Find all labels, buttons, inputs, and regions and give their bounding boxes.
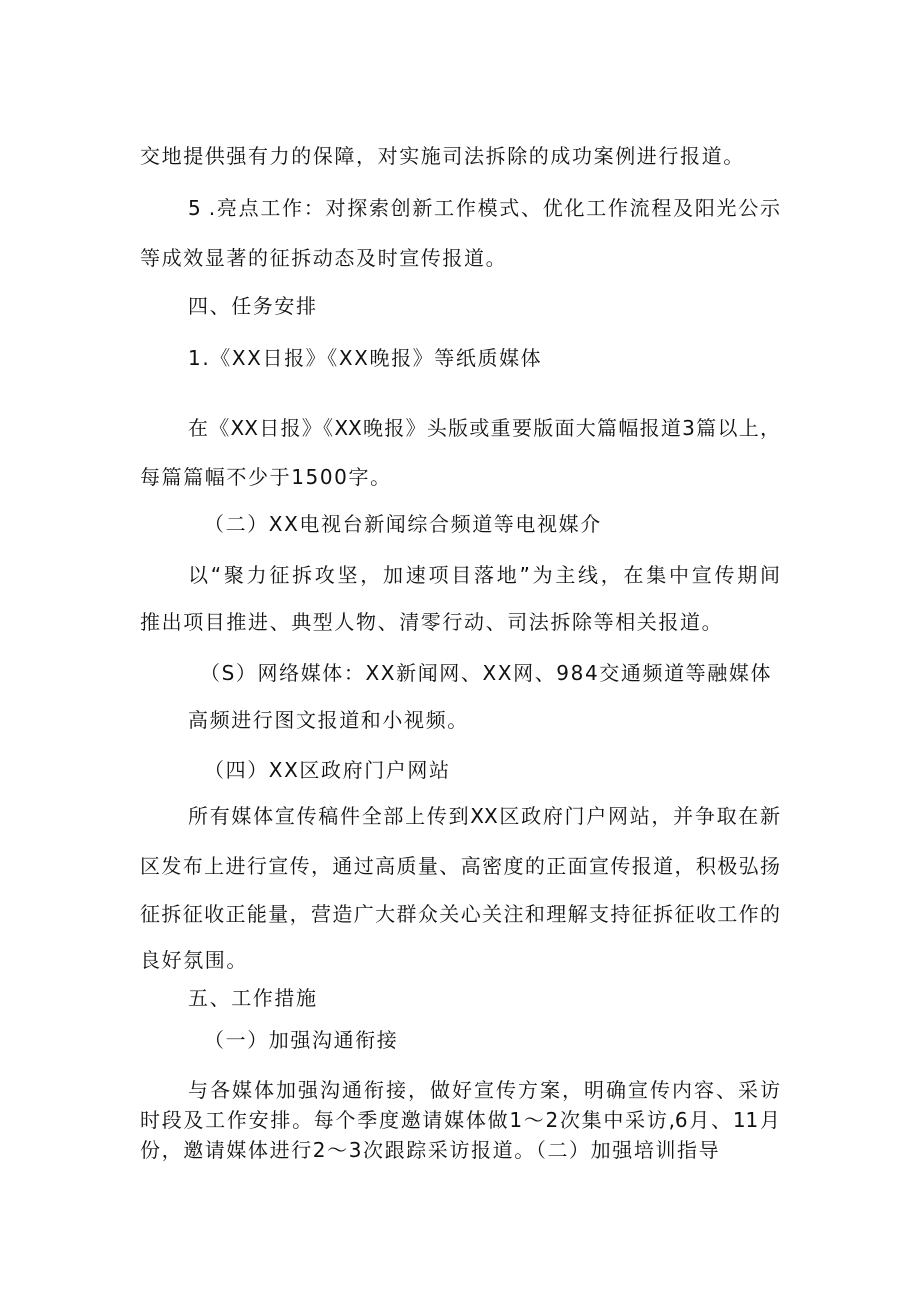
paragraph-line-communication-2: 时段及工作安排。每个季度邀请媒体做1～2次集中采访,6月、11月 <box>140 1108 780 1132</box>
subheading-network-media: （S）网络媒体：XX新闻网、XX网、984交通频道等融媒体 <box>200 661 773 685</box>
paragraph-line-network-media: 高频进行图文报道和小视频。 <box>188 708 469 732</box>
paragraph-line-communication-1: 与各媒体加强沟通衔接，做好宣传方案，明确宣传内容、采访 <box>188 1078 780 1102</box>
paragraph-line-portal-1: 所有媒体宣传稿件全部上传到XX区政府门户网站，并争取在新 <box>188 804 780 828</box>
paragraph-line-highlight-work-cont: 等成效显著的征拆动态及时宣传报道。 <box>140 246 508 270</box>
section-heading-work-measures: 五、工作措施 <box>188 986 318 1010</box>
paragraph-line-portal-2: 区发布上进行宣传，通过高质量、高密度的正面宣传报道，积极弘扬 <box>140 854 780 878</box>
paragraph-line-highlight-work: 5 .亮点工作：对探索创新工作模式、优化工作流程及阳光公示 <box>188 196 780 220</box>
section-heading-task-arrangement: 四、任务安排 <box>188 294 318 318</box>
paragraph-line-portal-3: 征拆征收正能量，营造广大群众关心关注和理解支持征拆征收工作的 <box>140 902 780 926</box>
subheading-tv-media: （二）XX电视台新闻综合频道等电视媒介 <box>204 512 602 536</box>
paragraph-line-portal-4: 良好氛围。 <box>140 948 248 972</box>
paragraph-line-tv-media-cont: 推出项目推进、典型人物、清零行动、司法拆除等相关报道。 <box>140 610 724 634</box>
subheading-district-portal: （四）XX区政府门户网站 <box>204 758 451 782</box>
paragraph-line-continuation: 交地提供强有力的保障，对实施司法拆除的成功案例进行报道。 <box>140 144 745 168</box>
paragraph-line-communication-3: 份，邀请媒体进行2～3次跟踪采访报道。（二）加强培训指导 <box>140 1138 721 1162</box>
paragraph-line-print-media-cont: 每篇篇幅不少于1500字。 <box>140 465 392 489</box>
subheading-communication: （一）加强沟通衔接 <box>204 1028 399 1052</box>
paragraph-line-tv-media: 以“聚力征拆攻坚，加速项目落地”为主线，在集中宣传期间 <box>188 563 780 587</box>
paragraph-line-print-media: 在《XX日报》《XX晚报》头版或重要版面大篇幅报道3篇以上， <box>188 416 780 440</box>
subheading-print-media: 1.《XX日报》《XX晚报》等纸质媒体 <box>188 346 543 370</box>
